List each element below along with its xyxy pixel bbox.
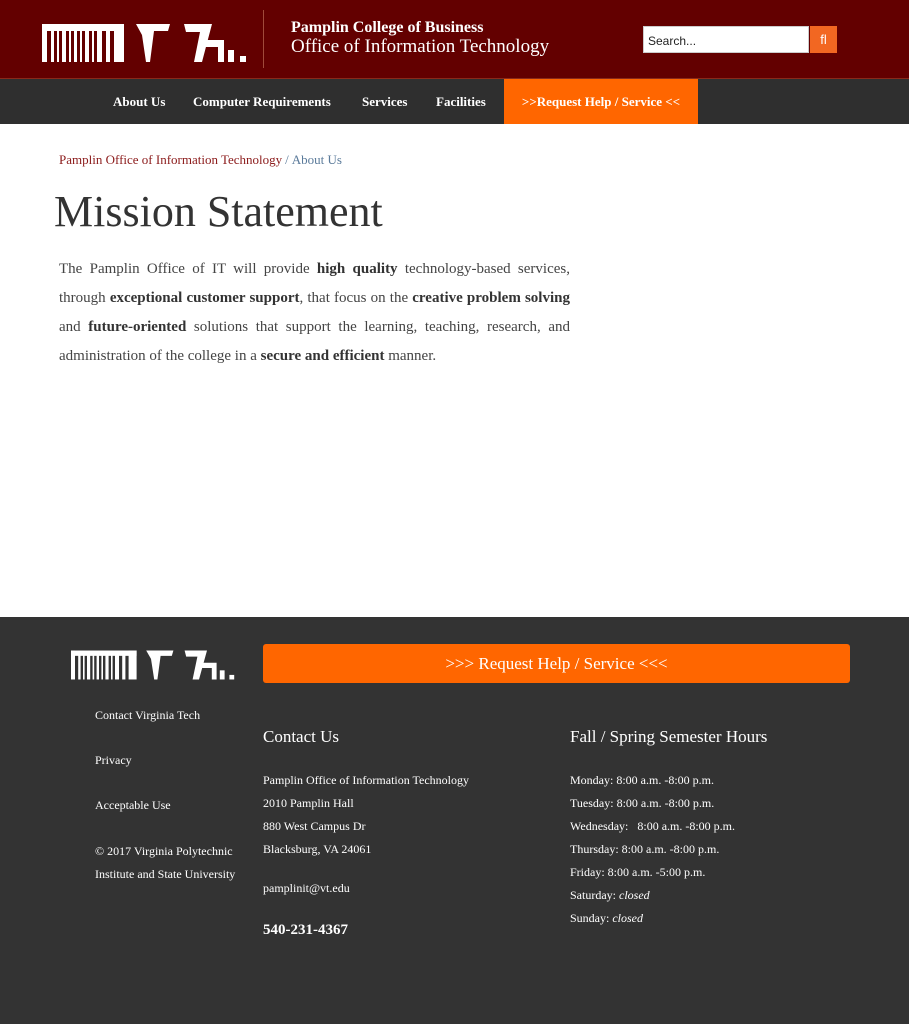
- mission-emphasis: creative problem solving: [412, 290, 570, 306]
- breadcrumb-link-home[interactable]: Pamplin Office of Information Technology: [59, 152, 283, 167]
- site-footer: [0, 617, 909, 1024]
- hours-row-saturday: [570, 888, 650, 903]
- search-button[interactable]: [810, 26, 837, 53]
- hours-time: 8:00 a.m. -8:00 p.m.: [616, 796, 715, 810]
- hours-day: Saturday:: [570, 888, 616, 902]
- nav-item-facilities[interactable]: Facilities: [436, 94, 486, 109]
- mission-emphasis: exceptional customer support: [109, 290, 300, 306]
- vt-logo[interactable]: [42, 22, 252, 64]
- hours-row-tuesday: [570, 796, 714, 811]
- hours-row-sunday: [570, 911, 643, 926]
- nav-request-help-button[interactable]: >>Request Help / Service <<: [504, 79, 698, 124]
- mission-text: technology-based services, through: [59, 261, 570, 306]
- footer-link-acceptable-use[interactable]: Acceptable Use: [95, 798, 171, 812]
- copyright: © 2017 Virginia Polytechnic Institute and State University: [95, 844, 236, 881]
- contact-org: Pamplin Office of Information Technology: [263, 773, 470, 787]
- mission-text: , that focus on the: [299, 290, 413, 306]
- hours-time: 8:00 a.m. -8:00 p.m.: [637, 819, 736, 833]
- main-nav: [0, 79, 909, 124]
- contact-email-link[interactable]: pamplinit@vt.edu: [263, 881, 350, 895]
- hours-row-thursday: [570, 842, 719, 857]
- hours-day: Tuesday:: [570, 796, 614, 810]
- contact-address-line: 2010 Pamplin Hall: [263, 796, 354, 810]
- contact-phone[interactable]: 540-231-4367: [263, 922, 348, 938]
- mission-text: The Pamplin Office of IT will provide: [59, 261, 317, 277]
- search-icon: fl: [820, 32, 827, 47]
- office-name[interactable]: Office of Information Technology: [291, 36, 550, 57]
- hours-day: Friday:: [570, 865, 605, 879]
- hours-time: 8:00 a.m. -5:00 p.m.: [607, 865, 706, 879]
- mission-text: and: [59, 319, 89, 335]
- hours-day: Thursday:: [570, 842, 619, 856]
- hours-row-wednesday: [570, 819, 735, 834]
- mission-emphasis: high quality: [316, 261, 398, 277]
- contact-address-line: Blacksburg, VA 24061: [263, 842, 372, 856]
- mission-emphasis: future-oriented: [88, 319, 187, 335]
- site-header: [0, 0, 909, 79]
- hours-time: closed: [619, 888, 650, 902]
- hours-heading: Fall / Spring Semester Hours: [570, 727, 768, 746]
- hours-time: 8:00 a.m. -8:00 p.m.: [621, 842, 720, 856]
- hours-time: 8:00 a.m. -8:00 p.m.: [616, 773, 715, 787]
- college-name[interactable]: Pamplin College of Business: [291, 19, 484, 36]
- contact-heading: Contact Us: [263, 727, 340, 746]
- hours-day: Sunday:: [570, 911, 610, 925]
- mission-emphasis: secure and efficient: [260, 348, 385, 364]
- hours-day: Monday:: [570, 773, 614, 787]
- vt-footer-logo[interactable]: [71, 649, 239, 681]
- nav-item-computer-requirements[interactable]: Computer Requirements: [193, 94, 331, 109]
- mission-text: manner.: [384, 348, 437, 364]
- hours-day: Wednesday:: [570, 819, 629, 833]
- mission-text: solutions that support the learning, teaching, research, and administration of the college in a: [59, 319, 570, 364]
- breadcrumb-separator: /: [285, 152, 289, 167]
- nav-item-services[interactable]: Services: [362, 94, 408, 109]
- search-input[interactable]: [643, 26, 809, 53]
- hours-row-monday: [570, 773, 714, 788]
- hours-row-friday: [570, 865, 705, 880]
- mission-statement-text: [59, 255, 570, 371]
- breadcrumb-current: About Us: [291, 152, 342, 167]
- hours-time: closed: [612, 911, 643, 925]
- nav-item-about-us[interactable]: About Us: [113, 94, 166, 109]
- footer-link-privacy[interactable]: Privacy: [95, 753, 132, 767]
- footer-request-help-button[interactable]: >>> Request Help / Service <<<: [263, 644, 850, 683]
- breadcrumb: [59, 152, 342, 168]
- footer-link-contact-vt[interactable]: Contact Virginia Tech: [95, 708, 201, 722]
- page-title: Mission Statement: [54, 187, 383, 236]
- contact-address-line: 880 West Campus Dr: [263, 819, 366, 833]
- header-divider: [263, 10, 264, 68]
